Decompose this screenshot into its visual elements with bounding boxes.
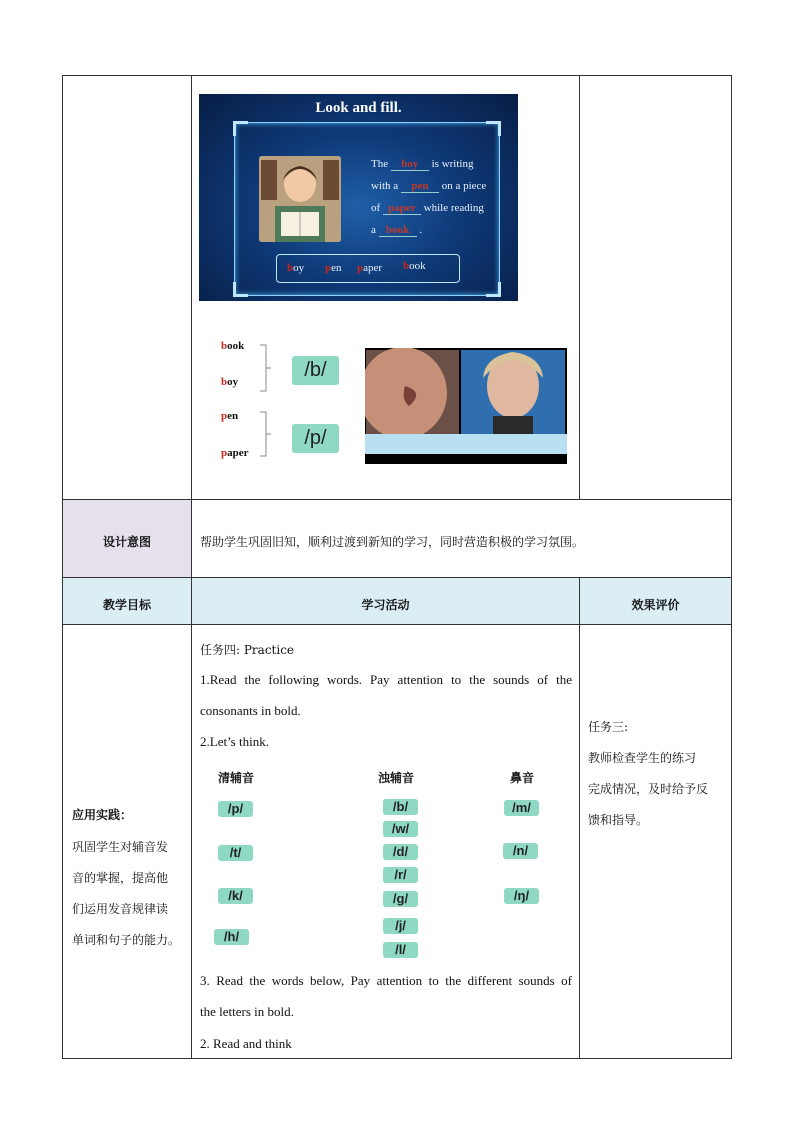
activity-p3-line-b: the letters in bold. (200, 1004, 294, 1019)
word-bank-item: pen (325, 262, 342, 274)
activity-p2: 2.Let’s think. (200, 734, 269, 749)
word-bank-item: book (403, 260, 426, 272)
frame-corner-tl (233, 121, 248, 136)
col-nasal-label: 鼻音 (510, 771, 535, 785)
col-divider-1-header (191, 577, 192, 625)
s4-text-a: a (371, 224, 376, 236)
voiceless-sound: /k/ (218, 888, 253, 904)
goal-line-3: 们运用发音规律读 (72, 902, 169, 916)
word-bank (276, 254, 460, 283)
sound-b-box: /b/ (292, 356, 339, 385)
boy-reading-illustration (259, 156, 341, 242)
look-and-fill-slide (199, 94, 518, 301)
s2-text-b: on a piece (441, 180, 487, 192)
frame-corner-tr (486, 121, 501, 136)
s2-answer: pen (401, 180, 439, 193)
activity-p3-line-a: 3. Read the words below, Pay attention to the different sounds of (200, 973, 572, 988)
voiced-sound: /r/ (383, 867, 418, 883)
pronunciation-video (365, 348, 567, 464)
col-voiceless-label: 清辅音 (218, 771, 255, 785)
brace-b (258, 344, 272, 392)
voiced-sound: /d/ (383, 844, 418, 860)
voiced-sound: /l/ (383, 942, 418, 958)
sentence-line-4 (371, 224, 422, 237)
sentence-line-3 (371, 202, 484, 215)
word-pen: pen (221, 410, 239, 422)
evaluation-line-3: 馈和指导。 (588, 813, 649, 827)
word-boy: boy (221, 376, 239, 388)
brace-p (258, 411, 272, 457)
word-bank-item: paper (357, 262, 383, 274)
evaluation-line-1: 教师检查学生的练习 (588, 751, 697, 765)
sentence-line-1 (371, 158, 473, 171)
s2-text-a: with a (371, 180, 399, 192)
goal-line-1: 巩固学生对辅音发 (72, 840, 169, 854)
s3-text-b: while reading (423, 202, 484, 214)
col-voiced-label: 浊辅音 (378, 771, 415, 785)
header-goal: 教学目标 (102, 598, 151, 612)
design-intent-text: 帮助学生巩固旧知，顺利过渡到新知的学习，同时营造积极的学习氛围。 (200, 535, 585, 549)
voiceless-sound: /h/ (214, 929, 249, 945)
evaluation-task: 任务三: (588, 720, 629, 734)
col-divider-2-top (579, 75, 580, 500)
row-divider-3 (62, 624, 732, 625)
goal-line-4: 单词和句子的能力。 (72, 933, 181, 947)
activity-task-title: 任务四: Practice (200, 643, 295, 657)
s3-text-a: of (371, 202, 381, 214)
goal-line-2: 音的掌握，提高他 (72, 871, 169, 885)
table-border-right (731, 75, 732, 1059)
nasal-sound: /n/ (503, 843, 538, 859)
table-border-bottom (62, 1058, 732, 1059)
word-paper: paper (221, 447, 249, 459)
voiced-sound: /g/ (383, 891, 418, 907)
header-activity: 学习活动 (361, 598, 410, 612)
activity-p1-line-b: consonants in bold. (200, 703, 301, 718)
sound-p-box: /p/ (292, 424, 339, 453)
s4-text-b: . (419, 224, 423, 236)
slide-title: Look and fill. (315, 100, 402, 116)
voiced-sound: /b/ (383, 799, 418, 815)
voiced-sound: /w/ (383, 821, 418, 837)
col-divider-1 (191, 75, 192, 1059)
nasal-sound: /ŋ/ (504, 888, 539, 904)
s1-answer: boy (391, 158, 429, 171)
table-border-top (62, 75, 732, 76)
voiceless-sound: /t/ (218, 845, 253, 861)
frame-corner-br (486, 282, 501, 297)
voiceless-sound: /p/ (218, 801, 253, 817)
s1-text-b: is writing (431, 158, 474, 170)
col-divider-2-bottom (579, 577, 580, 1059)
frame-corner-bl (233, 282, 248, 297)
s3-answer: paper (383, 202, 421, 215)
voiced-sound: /j/ (383, 918, 418, 934)
header-evaluation: 效果评价 (631, 598, 680, 612)
activity-p4: 2. Read and think (200, 1036, 292, 1051)
s1-text-a: The (371, 158, 389, 170)
design-intent-label: 设计意图 (102, 535, 151, 549)
word-bank-item: boy (287, 262, 305, 274)
evaluation-line-2: 完成情况，及时给予反 (588, 782, 709, 796)
col-divider-2-header (579, 577, 580, 625)
nasal-sound: /m/ (504, 800, 539, 816)
word-book: book (221, 340, 245, 352)
activity-p1-line-a: 1.Read the following words. Pay attention to the sounds of the (200, 672, 572, 687)
s4-answer: book (379, 224, 417, 237)
sentence-line-2 (371, 180, 486, 193)
goal-title: 应用实践： (72, 808, 133, 822)
